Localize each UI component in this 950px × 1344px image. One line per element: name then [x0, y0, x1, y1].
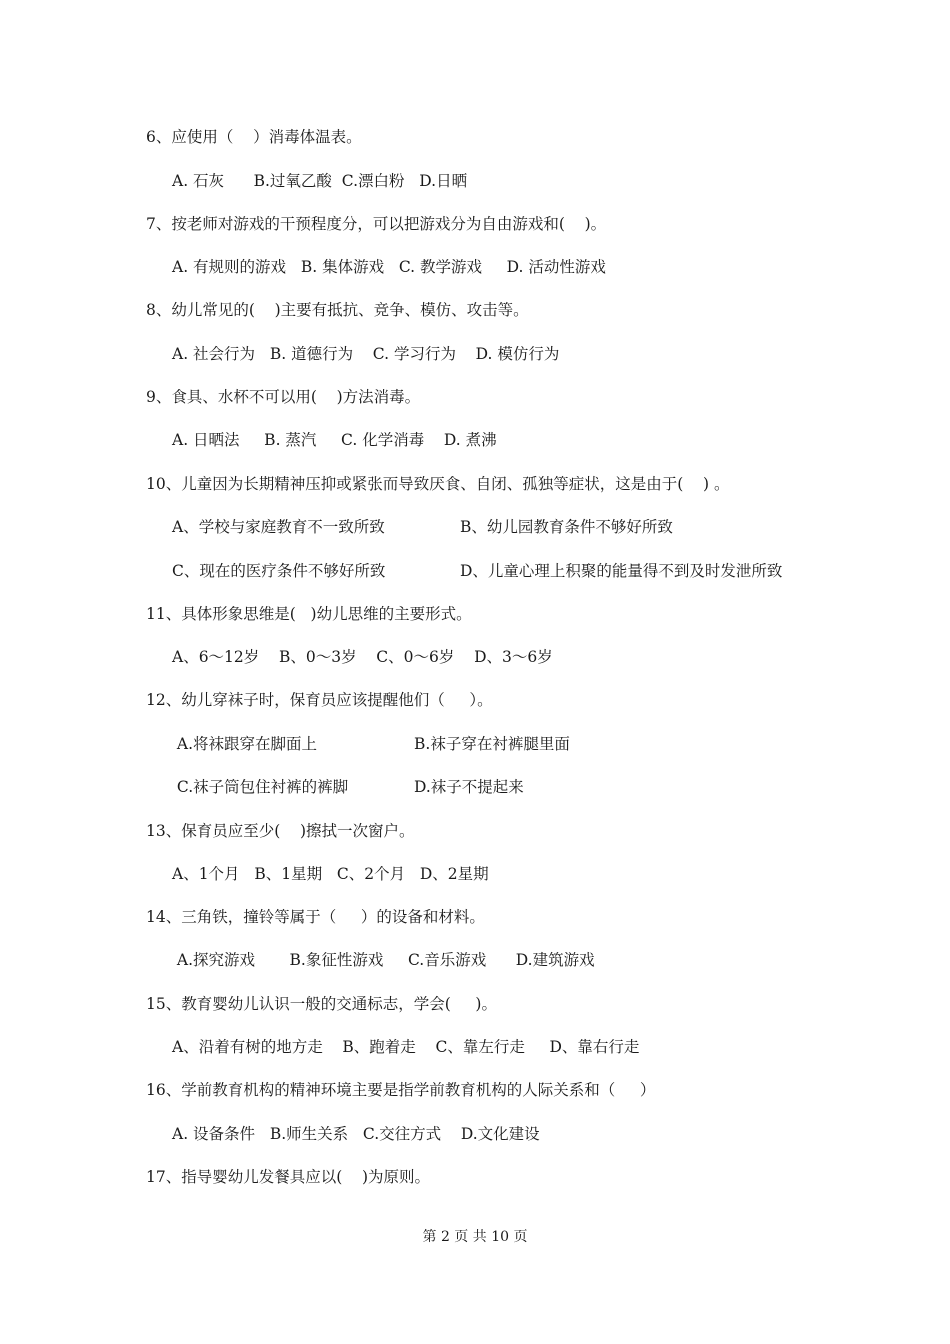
question-10-option-a: A、学校与家庭教育不一致所致 [172, 518, 385, 536]
question-12-option-d: D.袜子不提起来 [414, 778, 524, 796]
question-10-option-b: B、幼儿园教育条件不够好所致 [460, 518, 673, 536]
question-6-options: A. 石灰 B.过氧乙酸 C.漂白粉 D.日晒 [172, 172, 468, 190]
question-10-option-c: C、现在的医疗条件不够好所致 [172, 562, 386, 580]
question-8-options: A. 社会行为 B. 道德行为 C. 学习行为 D. 模仿行为 [172, 345, 560, 363]
question-14-options: A.探究游戏 B.象征性游戏 C.音乐游戏 D.建筑游戏 [172, 951, 595, 969]
question-10-option-d: D、儿童心理上积聚的能量得不到及时发泄所致 [460, 562, 783, 580]
question-14-stem: 14、三角铁，撞铃等属于（ ）的设备和材料。 [146, 908, 485, 926]
question-16-options: A. 设备条件 B.师生关系 C.交往方式 D.文化建设 [172, 1125, 540, 1143]
question-7-options: A. 有规则的游戏 B. 集体游戏 C. 教学游戏 D. 活动性游戏 [172, 258, 606, 276]
question-17-stem: 17、指导婴幼儿发餐具应以( )为原则。 [146, 1168, 431, 1186]
page-footer: 第 2 页 共 10 页 [422, 1229, 528, 1245]
question-11-stem: 11、具体形象思维是( )幼儿思维的主要形式。 [146, 605, 472, 623]
question-16-stem: 16、学前教育机构的精神环境主要是指学前教育机构的人际关系和（ ） [146, 1081, 656, 1099]
question-12-option-b: B.袜子穿在衬裤腿里面 [414, 735, 570, 753]
question-15-stem: 15、教育婴幼儿认识一般的交通标志，学会( )。 [146, 995, 497, 1013]
question-8-stem: 8、幼儿常见的( )主要有抵抗、竞争、模仿、攻击等。 [146, 301, 529, 319]
question-12-option-a: A.将袜跟穿在脚面上 [172, 735, 318, 753]
question-6-stem: 6、应使用（ ）消毒体温表。 [146, 128, 362, 146]
question-9-options: A. 日晒法 B. 蒸汽 C. 化学消毒 D. 煮沸 [172, 431, 497, 449]
question-7-stem: 7、按老师对游戏的干预程度分，可以把游戏分为自由游戏和( )。 [146, 215, 607, 233]
question-11-options: A、6～12岁 B、0～3岁 C、0～6岁 D、3～6岁 [172, 648, 553, 666]
question-13-options: A、1个月 B、1星期 C、2个月 D、2星期 [172, 865, 489, 883]
question-9-stem: 9、食具、水杯不可以用( )方法消毒。 [146, 388, 421, 406]
question-10-stem: 10、儿童因为长期精神压抑或紧张而导致厌食、自闭、孤独等症状，这是由于( ) 。 [146, 475, 730, 493]
question-15-options: A、沿着有树的地方走 B、跑着走 C、靠左行走 D、靠右行走 [172, 1038, 640, 1056]
question-13-stem: 13、保育员应至少( )擦拭一次窗户。 [146, 822, 415, 840]
question-12-stem: 12、幼儿穿袜子时，保育员应该提醒他们（ ）。 [146, 691, 493, 709]
question-12-option-c: C.袜子筒包住衬裤的裤脚 [172, 778, 349, 796]
